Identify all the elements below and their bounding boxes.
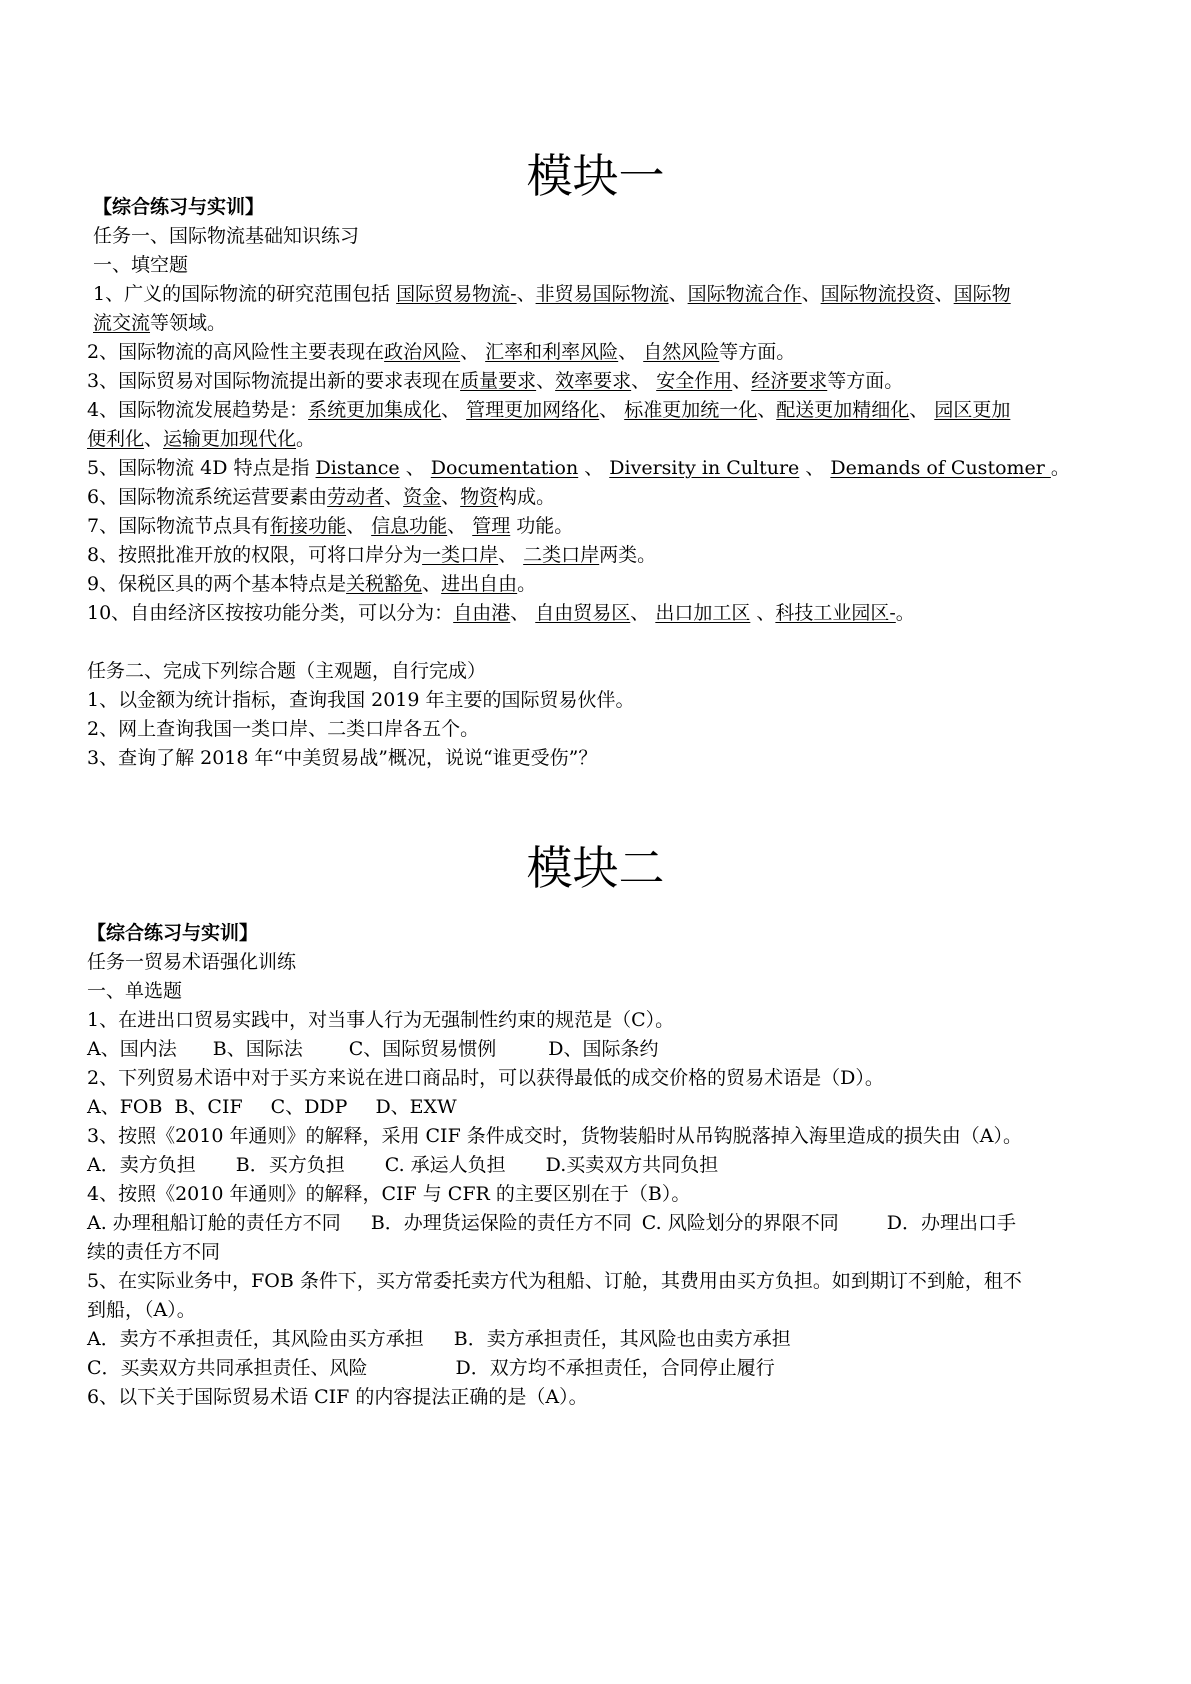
answer: 二类口岸 [523,544,600,566]
choice-question-4: 4、按照《2010 年通则》的解释，CIF 与 CFR 的主要区别在于（B）。 [87,1183,691,1205]
answer: 自由贸易区 [535,602,631,624]
answer: 信息功能 [371,515,448,537]
option: A．卖方不承担责任，其风险由买方承担 [87,1328,424,1350]
answer: 汇率和利率风险 [485,341,619,363]
fill-question-1-continued: 流交流等领域。 [93,312,227,334]
choice-question-1: 1、在进出口贸易实践中，对当事人行为无强制性约束的规范是（C）。 [87,1009,675,1031]
task2-question-2: 2、网上查询我国一类口岸、二类口岸各五个。 [87,718,480,740]
option: A. 办理租船订舱的责任方不同 [87,1212,341,1234]
answer: 标准更加统一化 [624,399,758,421]
module2-section-header: 【综合练习与实训】 [87,922,259,944]
answer: 流交流 [93,312,151,334]
choice-question-4-options [87,1208,1117,1239]
option: C. 承运人负担 [384,1154,506,1176]
answer: 安全作用 [656,370,733,392]
answer: 关税豁免 [346,573,423,595]
option: C．买卖双方共同承担责任、风险 [87,1357,368,1379]
answer: 管理更加网络化 [466,399,600,421]
option: B．卖方承担责任，其风险也由卖方承担 [453,1328,791,1350]
answer: 效率要求 [555,370,632,392]
answer: 物资 [460,486,499,508]
answer: 管理 [472,515,511,537]
fill-question-3: 3、国际贸易对国际物流提出新的要求表现在质量要求、效率要求、 安全作用、经济要求等方面。 [87,370,904,392]
fill-question-2: 2、国际物流的高风险性主要表现在政治风险、 汇率和利率风险、 自然风险等方面。 [87,341,796,363]
choice-question-2-options [87,1092,1117,1123]
fill-question-4: 4、国际物流发展趋势是：系统更加集成化、 管理更加网络化、 标准更加统一化、配送更加精细化、 园区更加 [87,399,1011,421]
answer: 系统更加集成化 [308,399,442,421]
fill-question-7: 7、国际物流节点具有衔接功能、 信息功能、 管理 功能。 [87,515,574,537]
module1-task1-heading: 任务一、国际物流基础知识练习 [93,225,360,247]
answer: 自然风险 [643,341,720,363]
choice-question-4-options-continued: 续的责任方不同 [87,1241,221,1263]
answer: Distance [315,457,400,479]
choice-question-5-options-1 [87,1324,1117,1355]
choice-question-6: 6、以下关于国际贸易术语 CIF 的内容提法正确的是（A）。 [87,1386,588,1408]
module1-task2-heading: 任务二、完成下列综合题（主观题，自行完成） [87,660,487,682]
choice-question-2: 2、下列贸易术语中对于买方来说在进口商品时，可以获得最低的成交价格的贸易术语是（D）。 [87,1067,884,1089]
answer: Demands of Customer [830,457,1051,479]
answer: 园区更加 [934,399,1011,421]
answer: 进出自由 [441,573,518,595]
option: A、国内法 [87,1038,177,1060]
answer: 衔接功能 [270,515,347,537]
option: A．卖方负担 [87,1154,196,1176]
module1-section-header: 【综合练习与实训】 [93,196,265,218]
module1-part1-heading: 一、填空题 [93,254,189,276]
answer: 劳动者 [327,486,385,508]
answer: 自由港 [453,602,511,624]
answer: Diversity in Culture [609,457,800,479]
task2-question-3: 3、查询了解 2018 年“中美贸易战”概况，说说“谁更受伤”？ [87,747,598,769]
fill-question-5: 5、国际物流 4D 特点是指 Distance 、 Documentation 、 Diversity in Culture 、 Demands of Customer 。 [87,457,1070,479]
option: B．买方负担 [235,1154,345,1176]
answer: 国际物 [953,283,1011,305]
module2-task1-heading: 任务一贸易术语强化训练 [87,951,297,973]
option: C、DDP [270,1096,348,1118]
fill-question-1: 1、广义的国际物流的研究范围包括 国际贸易物流-、非贸易国际物流、国际物流合作、国际物流投资、国际物 [93,283,1011,305]
option: A、FOB [87,1096,163,1118]
answer: 运输更加现代化 [163,428,297,450]
answer: 配送更加精细化 [776,399,910,421]
answer: Documentation [430,457,579,479]
answer: 科技工业园区- [775,602,896,624]
answer: 出口加工区 [655,602,751,624]
answer: 政治风险 [384,341,461,363]
choice-question-1-options [87,1034,1117,1065]
choice-question-3-options [87,1150,1117,1181]
option: D．办理出口手 [886,1212,1016,1234]
choice-question-5-continued: 到船，（A）。 [87,1299,196,1321]
answer: 便利化 [87,428,145,450]
answer: 一类口岸 [422,544,499,566]
answer: 质量要求 [460,370,537,392]
module2-part1-heading: 一、单选题 [87,980,183,1002]
fill-question-6: 6、国际物流系统运营要素由劳动者、资金、物资构成。 [87,486,556,508]
fill-question-8: 8、按照批准开放的权限，可将口岸分为一类口岸、 二类口岸两类。 [87,544,657,566]
option: B．办理货运保险的责任方不同 [370,1212,632,1234]
module1-title: 模块一 [526,149,665,203]
fill-question-10: 10、自由经济区按按功能分类，可以分为：自由港、 自由贸易区、 出口加工区 、科技工业园区-。 [87,602,915,624]
option: D、国际条约 [548,1038,659,1060]
option: C、国际贸易惯例 [348,1038,497,1060]
answer: 国际物流合作 [687,283,802,305]
answer: 国际物流投资 [820,283,935,305]
choice-question-5: 5、在实际业务中，FOB 条件下，买方常委托卖方代为租船、订舱，其费用由买方负担。如到期订不到舱，租不 [87,1270,1022,1292]
choice-question-3: 3、按照《2010 年通则》的解释，采用 CIF 条件成交时，货物装船时从吊钩脱落掉入海里造成的损失由（A）。 [87,1125,1023,1147]
fill-question-9: 9、保税区具的两个基本特点是关税豁免、进出自由。 [87,573,537,595]
choice-question-5-options-2 [87,1353,1117,1384]
answer: 非贸易国际物流 [535,283,669,305]
option: C. 风险划分的界限不同 [641,1212,839,1234]
fill-question-4-continued: 便利化、运输更加现代化。 [87,428,316,450]
option: D.买卖双方共同负担 [545,1154,719,1176]
module2-title: 模块二 [526,841,665,895]
answer: 资金 [403,486,442,508]
task2-question-1: 1、以金额为统计指标，查询我国 2019 年主要的国际贸易伙伴。 [87,689,635,711]
option: B、国际法 [212,1038,303,1060]
option: D、EXW [375,1096,457,1118]
option: B、CIF [174,1096,243,1118]
answer: 国际贸易物流- [396,283,517,305]
answer: 经济要求 [751,370,828,392]
option: D．双方均不承担责任，合同停止履行 [455,1357,775,1379]
